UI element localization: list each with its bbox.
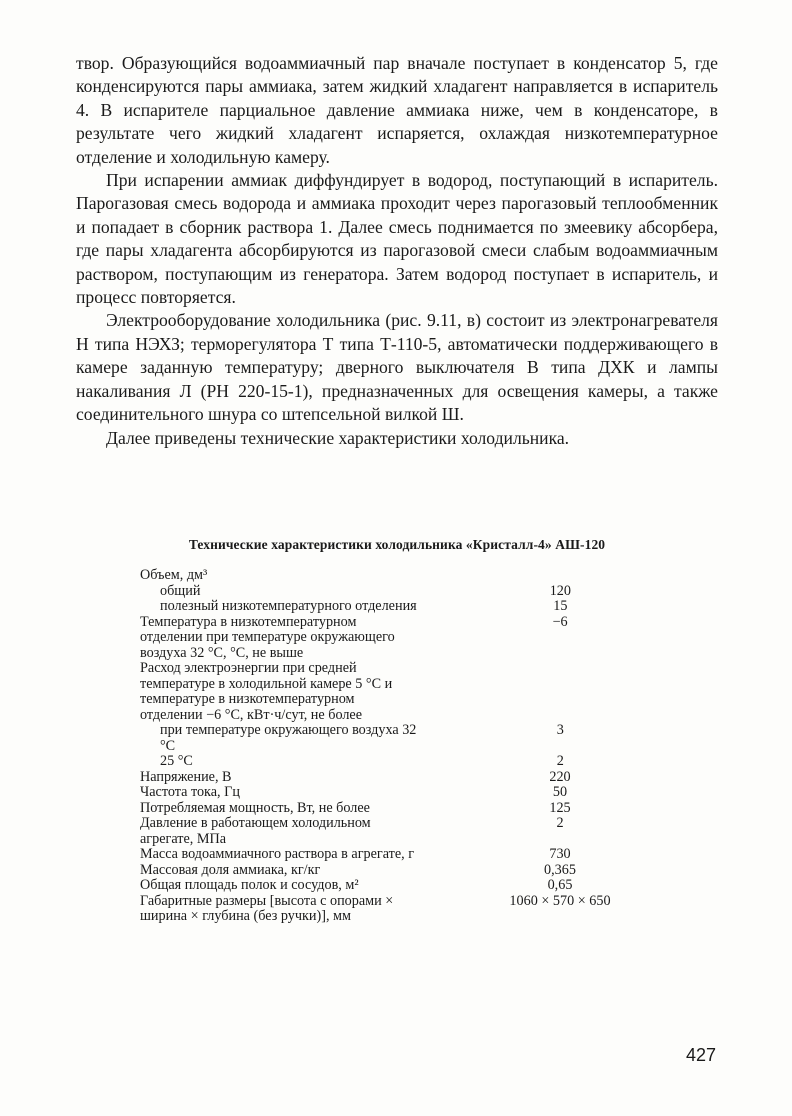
spec-label: Массовая доля аммиака, кг/кг	[140, 861, 321, 878]
spec-value: 220	[549, 768, 571, 785]
spec-value: 125	[549, 799, 571, 816]
spec-label: полезный низкотемпературного отделения	[160, 598, 417, 614]
spec-value: 730	[549, 846, 571, 862]
spec-value: 2	[556, 753, 564, 769]
spec-label: Объем, дм³	[140, 567, 208, 583]
spec-value: 0,65	[547, 877, 573, 893]
spec-value: 50	[552, 784, 568, 800]
spec-row	[140, 584, 700, 600]
spec-row	[140, 863, 700, 879]
paragraph-2: При испарении аммиак диффундирует в водород, поступающий в испаритель. Парогазовая смесь водорода и аммиака проходит через парогазовый теплообменник и попадает в сборник раствора 1. Далее смесь поднимается по змеевику абсорбера, где пары хладагента абсорбируются из парогазовой смеси слабым водоаммиачным раствором, поступающим из генератора. Затем водород поступает в испаритель, и процесс повторяется.	[76, 170, 718, 308]
spec-row	[140, 661, 700, 723]
spec-row	[140, 754, 700, 770]
paragraph-3: Электрооборудование холодильника (рис. 9.11, в) состоит из электронагревателя Н типа НЭХЗ; терморегулятора Т типа Т-110-5, автоматически поддерживающего в камере заданную температуру; дверного выключателя В типа ДХК и лампы накаливания Л (РН 220-15-1), предназначенных для освещения камеры, а также соединительного шнура со штепсельной вилкой Ш.	[76, 310, 718, 425]
spec-row	[140, 894, 700, 925]
spec-row	[140, 615, 700, 662]
page-number: 427	[685, 1045, 716, 1065]
paragraph-1: твор. Образующийся водоаммиачный пар вначале поступает в конденсатор 5, где конденсируются пары аммиака, затем жидкий хладагент направляется в испаритель 4. В испарителе парциальное давление аммиака ниже, чем в конденсаторе, в результате чего жидкий хладагент испаряется, охлаждая низкотемпературное отделение и холодильную камеру.	[76, 53, 718, 167]
spec-label: Температура в низкотемпературном отделении при температуре окружающего воздуха 32 °С, °С, не выше	[140, 613, 395, 661]
spec-label: общий	[160, 582, 201, 599]
spec-label: 25 °С	[160, 753, 193, 769]
spec-value: 120	[549, 582, 571, 599]
spec-row	[140, 816, 700, 847]
spec-label: Масса водоаммиачного раствора в агрегате, г	[140, 846, 415, 862]
spec-row	[140, 801, 700, 817]
spec-value: −6	[552, 613, 568, 630]
spec-value: 3	[556, 722, 564, 738]
spec-table-title: Технические характеристики холодильника «Кристалл-4» АШ-120	[188, 537, 606, 552]
spec-label: Потребляемая мощность, Вт, не более	[140, 799, 370, 816]
spec-row	[140, 723, 700, 754]
paragraph-4: Далее приведены технические характеристики холодильника.	[106, 427, 570, 448]
spec-value: 15	[553, 598, 568, 614]
spec-row	[140, 847, 700, 863]
spec-label: Общая площадь полок и сосудов, м²	[140, 877, 359, 893]
body-text	[76, 52, 718, 450]
spec-value: 2	[556, 815, 564, 831]
spec-value: 1060 × 570 × 650	[509, 892, 611, 909]
spec-value: 0,365	[544, 861, 576, 878]
spec-row	[140, 878, 700, 894]
spec-label: Давление в работающем холодильном агрегате, МПа	[140, 815, 371, 847]
spec-row	[140, 785, 700, 801]
spec-row	[140, 599, 700, 615]
spec-row	[140, 568, 700, 584]
spec-row	[140, 770, 700, 786]
spec-label: Габаритные размеры [высота с опорами × ширина × глубина (без ручки)], мм	[140, 892, 394, 924]
spec-table	[140, 568, 700, 925]
spec-label: Напряжение, В	[140, 768, 232, 785]
spec-label: Частота тока, Гц	[140, 784, 240, 800]
spec-label: при температуре окружающего воздуха 32 °С	[160, 722, 417, 754]
spec-label: Расход электроэнергии при средней температуре в холодильной камере 5 °С и температуре в низкотемпературном отделении −6 °С, кВт·ч/сут, не более	[140, 660, 393, 723]
